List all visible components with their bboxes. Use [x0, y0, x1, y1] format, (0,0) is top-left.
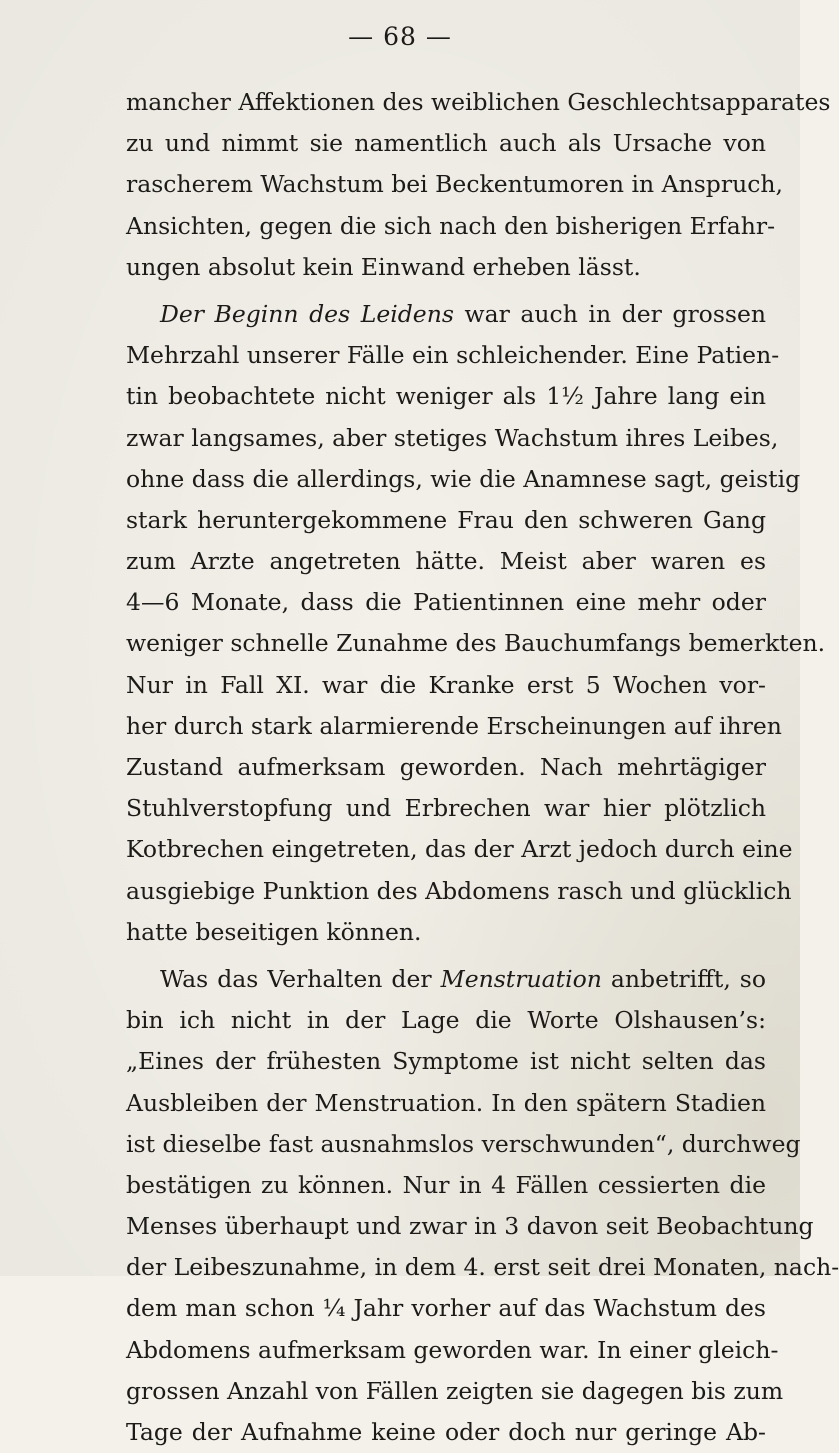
page-number: — 68 —	[348, 22, 452, 51]
text-fragment: war auch in der grossen	[453, 299, 766, 328]
text-line: ungen absolut kein Einwand erheben lässt.	[126, 252, 641, 281]
text-line: her durch stark alarmierende Erscheinungen auf ihren	[126, 711, 782, 740]
body-text	[126, 82, 839, 1453]
text-line: Menses überhaupt und zwar in 3 davon seit Beobachtung	[126, 1212, 814, 1241]
text-line: dem man schon ¼ Jahr vorher auf das Wachstum des	[126, 1294, 766, 1323]
text-fragment: Was das Verhalten der	[160, 964, 441, 993]
text-line: ohne dass die allerdings, wie die Anamnese sagt, geistig	[126, 464, 801, 493]
italic-term: Der Beginn des Leidens	[160, 299, 454, 328]
text-line: Mehrzahl unserer Fälle ein schleichender. Eine Patien-	[126, 341, 780, 370]
text-line: Nur in Fall XI. war die Kranke erst 5 Wochen vor-	[126, 670, 766, 699]
text-line: mancher Affektionen des weiblichen Geschlechtsapparates	[126, 88, 831, 116]
text-line: bin ich nicht in der Lage die Worte Olshausen’s:	[126, 1006, 766, 1035]
text-line: bestätigen zu können. Nur in 4 Fällen cessierten die	[126, 1170, 766, 1199]
text-fragment: anbetrifft, so	[601, 964, 767, 993]
text-line: Tage der Aufnahme keine oder doch nur geringe Ab-	[126, 1418, 766, 1446]
text-line	[126, 294, 766, 335]
text-line: Ausbleiben der Menstruation. In den spätern Stadien	[126, 1088, 766, 1117]
text-line	[126, 959, 766, 1000]
text-line: zum Arzte angetreten hätte. Meist aber waren es	[126, 547, 766, 576]
text-line: zwar langsames, aber stetiges Wachstum ihres Leibes,	[126, 423, 779, 452]
text-line: zu und nimmt sie namentlich auch als Ursache von	[126, 129, 766, 158]
text-line: Ansichten, gegen die sich nach den bisherigen Erfahr-	[126, 211, 776, 240]
text-line: hatte beseitigen können.	[126, 917, 422, 946]
text-line: „Eines der frühesten Symptome ist nicht selten das	[126, 1047, 766, 1076]
italic-term: Menstruation	[440, 964, 602, 993]
paragraph-3	[126, 959, 839, 1453]
text-line: ist dieselbe fast ausnahmslos verschwunden“, durchweg	[126, 1129, 801, 1158]
text-line: tin beobachtete nicht weniger als 1½ Jahre lang ein	[126, 382, 766, 411]
paragraph-1	[126, 82, 831, 288]
text-line: Zustand aufmerksam geworden. Nach mehrtägiger	[126, 753, 766, 781]
text-line: Abdomens aufmerksam geworden war. In einer gleich-	[126, 1335, 779, 1364]
text-line: Stuhlverstopfung und Erbrechen war hier plötzlich	[126, 794, 766, 823]
text-line: der Leibeszunahme, in dem 4. erst seit drei Monaten, nach-	[126, 1253, 839, 1282]
text-line: 4—6 Monate, dass die Patientinnen eine mehr oder	[126, 588, 766, 617]
text-line: rascherem Wachstum bei Beckentumoren in Anspruch,	[126, 170, 783, 199]
text-line: ausgiebige Punktion des Abdomens rasch und glücklich	[126, 876, 792, 905]
text-line: grossen Anzahl von Fällen zeigten sie dagegen bis zum	[126, 1376, 784, 1405]
paragraph-2	[126, 294, 826, 953]
text-line: stark heruntergekommene Frau den schweren Gang	[126, 505, 766, 534]
text-line: Kotbrechen eingetreten, das der Arzt jedoch durch eine	[126, 835, 793, 864]
text-line: weniger schnelle Zunahme des Bauchumfangs bemerkten.	[126, 629, 826, 658]
